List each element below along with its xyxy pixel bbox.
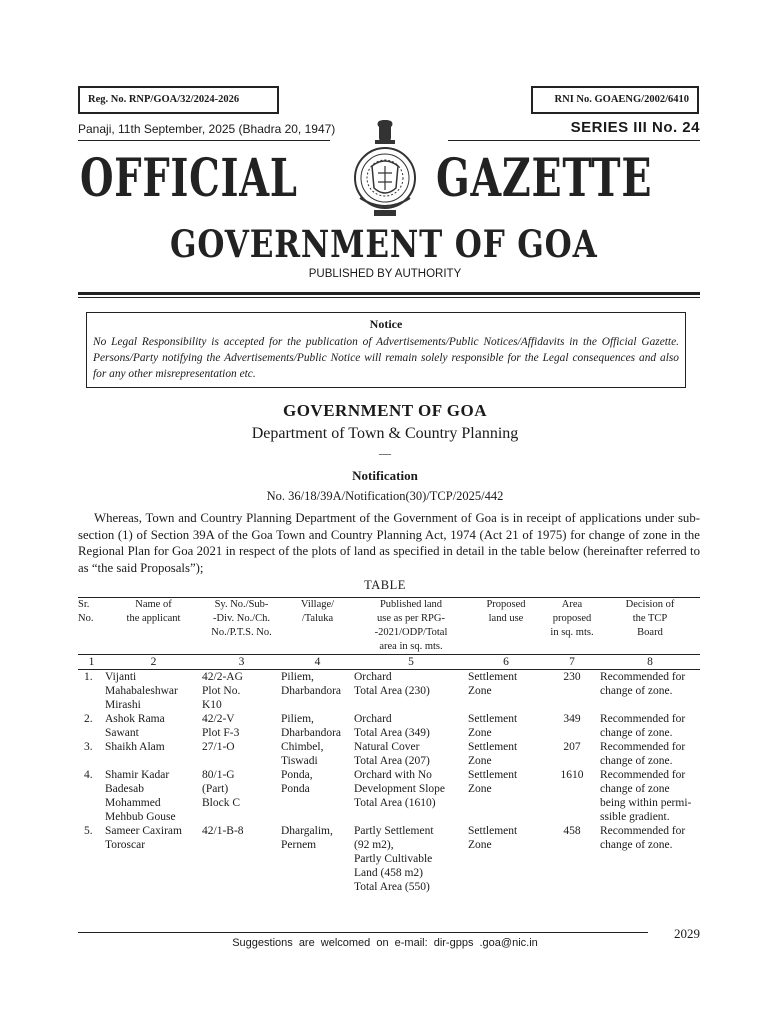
table-cell: Shamir Kadar Badesab Mohammed Mehbub Gouse [105, 769, 176, 823]
table-header-cell: Published land use as per RPG- -2021/ODP/Total area in sq. mts. [374, 599, 448, 652]
table-cell: 230 [563, 671, 581, 683]
table-cell: Recommended for change of zone being within permi- ssible gradient. [600, 769, 692, 823]
table-cell: Piliem, Dharbandora [281, 713, 342, 739]
table-cell: Recommended for change of zone. [600, 671, 686, 697]
table-row [78, 670, 700, 713]
table-cell: 80/1-G (Part) Block C [202, 769, 241, 809]
table-cell: Recommended for change of zone. [600, 741, 686, 767]
table-row [78, 824, 700, 894]
table-column-number: 7 [544, 655, 600, 670]
table-column-number: 6 [468, 655, 544, 670]
table-cell: 27/1-O [202, 741, 235, 753]
table-row [78, 740, 700, 768]
table-header-cell: Decision of the TCP Board [625, 599, 675, 638]
gov-heading: GOVERNMENT OF GOA [282, 401, 487, 420]
footer-rule [78, 932, 648, 933]
table-column-number: 3 [202, 655, 281, 670]
suggestions-email: Suggestions are welcomed on e-mail: dir-gpps .goa@nic.in [232, 937, 538, 949]
table-cell: 1610 [560, 769, 584, 781]
table-column-number: 2 [105, 655, 202, 670]
notice-title: Notice [369, 317, 403, 331]
date-line: Panaji, 11th September, 2025 (Bhadra 20, 1947) [78, 122, 336, 136]
table-cell: 42/2-V Plot F-3 [202, 713, 240, 739]
notification-number: No. 36/18/39A/Notification(30)/TCP/2025/442 [266, 489, 504, 503]
series-label: SERIES III No. 24 [570, 119, 700, 136]
table-cell: Recommended for change of zone. [600, 825, 686, 851]
separator-dash: __ [379, 442, 391, 456]
table-row [78, 712, 700, 740]
table-cell: 5. [84, 825, 93, 837]
table-column-number-row [78, 655, 700, 670]
table-cell: Chimbel, Tiswadi [281, 741, 324, 767]
table-cell: Recommended for change of zone. [600, 713, 686, 739]
notification-paragraph: Whereas, Town and Country Planning Department of the Government of Goa is in receipt of applications under sub-section (1) of Section 39A of the Goa Town and Country Planning Act, 1974 (Act 21 of 1975) for change of zone in the Regional Plan for Goa 2021 in respect of the plots of land as specified in detail in the table below (hereinafter referred to as “the said Proposals”); [78, 511, 700, 575]
page-number: 2029 [674, 926, 700, 941]
table-cell: 207 [563, 741, 581, 753]
table-cell: Vijanti Mahabaleshwar Mirashi [105, 671, 178, 711]
masthead-official: OFFICIAL [80, 148, 298, 209]
table-column-number: 8 [600, 655, 700, 670]
notification-title: Notification [352, 468, 418, 483]
table-cell: 1. [84, 671, 93, 683]
table-cell: Settlement Zone [468, 671, 518, 697]
masthead-gazette: GAZETTE [436, 148, 653, 209]
rni-number: RNI No. GOAENG/2002/6410 [531, 86, 699, 114]
table-cell: Dhargalim, Pernem [281, 825, 333, 851]
notice-text: No Legal Responsibility is accepted for the publication of Advertisements/Public Notices/Affidavits in the Official Gazette. Persons/Party notifying the Advertisements/Public Notice will remain solely responsible for the Legal consequences and also for any other misrepresentation etc. [93, 336, 679, 380]
table-column-number: 4 [281, 655, 354, 670]
table-header-cell: Sr. No. [78, 599, 94, 624]
table-header-cell: Village/ /Taluka [300, 599, 335, 624]
series-underline [448, 140, 700, 141]
table-cell: Ponda, Ponda [281, 769, 313, 795]
table-cell: Settlement Zone [468, 769, 518, 795]
department-name: Department of Town & Country Planning [251, 425, 519, 442]
table-header-cell: Area proposed in sq. mts. [550, 599, 594, 638]
masthead-government-of-goa: GOVERNMENT OF GOA [170, 222, 598, 266]
date-underline [78, 140, 330, 141]
table-cell: Piliem, Dharbandora [281, 671, 342, 697]
table-cell: Shaikh Alam [105, 741, 165, 753]
notice-box [86, 312, 686, 388]
table-cell: Natural Cover Total Area (207) [354, 741, 430, 767]
table-header-cell: Sy. No./Sub- -Div. No./Ch. No./P.T.S. No. [211, 599, 272, 638]
table-cell: Orchard Total Area (230) [354, 671, 430, 697]
table-header-row [78, 598, 700, 655]
table-cell: 42/1-B-8 [202, 825, 244, 837]
table-cell: 349 [563, 713, 581, 725]
table-cell: Partly Settlement (92 m2), Partly Cultivable Land (458 m2) Total Area (550) [354, 825, 434, 893]
table-cell: 42/2-AG Plot No. K10 [202, 671, 243, 711]
table-header-cell: Proposed land use [486, 599, 526, 624]
table-column-number: 1 [78, 655, 105, 670]
table-header-cell: Name of the applicant [126, 599, 181, 624]
table-cell: 4. [84, 769, 93, 781]
table-cell: Orchard with No Development Slope Total Area (1610) [354, 769, 446, 809]
state-emblem-icon [350, 118, 420, 220]
published-by-authority: PUBLISHED BY AUTHORITY [308, 268, 462, 280]
table-cell: Orchard Total Area (349) [354, 713, 430, 739]
table-cell: 2. [84, 713, 93, 725]
table-cell: 458 [563, 825, 581, 837]
table-cell: Ashok Rama Sawant [105, 713, 165, 739]
registration-number: Reg. No. RNP/GOA/32/2024-2026 [78, 86, 279, 114]
table-caption: TABLE [364, 578, 406, 592]
table-cell: Settlement Zone [468, 825, 518, 851]
header-rule-thin [78, 297, 700, 298]
table-row [78, 768, 700, 824]
header-rule-thick [78, 292, 700, 295]
table-cell: Settlement Zone [468, 741, 518, 767]
proposals-table [78, 597, 700, 894]
table-column-number: 5 [354, 655, 468, 670]
table-cell: Settlement Zone [468, 713, 518, 739]
table-cell: 3. [84, 741, 93, 753]
table-cell: Sameer Caxiram Toroscar [105, 825, 182, 851]
